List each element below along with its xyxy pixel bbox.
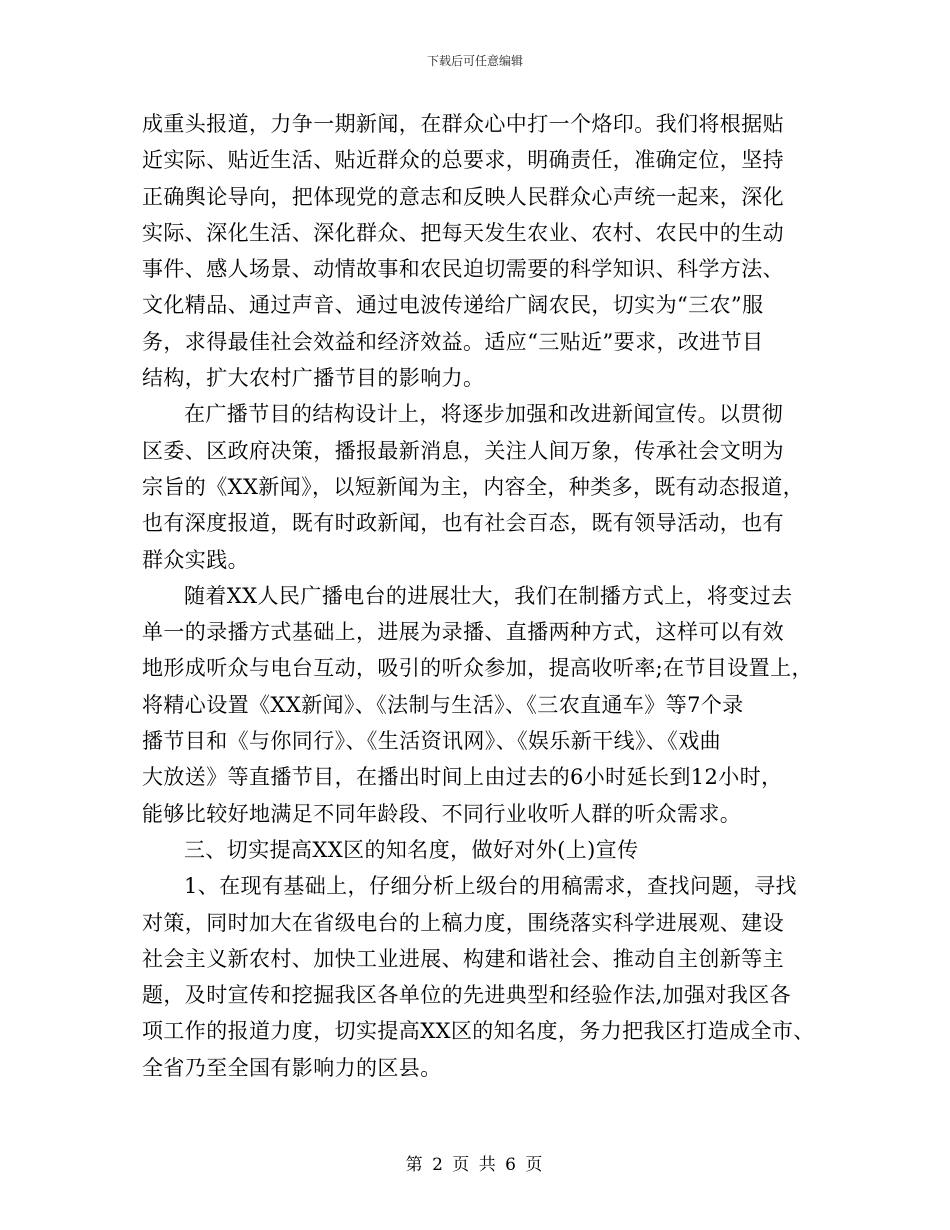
paragraph-first-line: 1、在现有基础上，仔细分析上级台的用稿需求，查找问题，寻找	[184, 874, 797, 899]
text-line: 地形成听众与电台互动，吸引的听众参加，提高收听率;在节目设置上，	[142, 656, 813, 681]
text-line: 事件、感人场景、动情故事和农民迫切需要的科学知识、科学方法、	[142, 257, 784, 282]
text-line: 项工作的报道力度，切实提高XX区的知名度，务力把我区打造成全市、	[142, 1019, 815, 1044]
paragraph-first-line: 随着XX人民广播电台的进展壮大，我们在制播方式上，将变过去	[184, 583, 793, 608]
section-heading: 三、切实提高XX区的知名度，做好对外(上)宣传	[184, 837, 639, 862]
text-line: 群众实践。	[142, 547, 249, 572]
document-body	[142, 106, 815, 1086]
text-line: 区委、区政府决策，播报最新消息，关注人间万象，传承社会文明为	[142, 438, 784, 463]
text-line: 单一的录播方式基础上，进展为录播、直播两种方式，这样可以有效	[142, 620, 784, 645]
text-line: 题，及时宣传和挖掘我区各单位的先进典型和经验作法,加强对我区各	[142, 983, 792, 1008]
text-line: 成重头报道，力争一期新闻，在群众心中打一个烙印。我们将根据贴	[142, 112, 784, 136]
text-line: 大放送》等直播节目，在播出时间上由过去的6小时延长到12小时，	[142, 765, 783, 790]
text-line: 实际、深化生活、深化群众、把每天发生农业、农村、农民中的生动	[142, 220, 784, 245]
text-line: 对策，同时加大在省级电台的上稿力度，围绕落实科学进展观、建设	[142, 910, 784, 935]
paragraph-first-line: 在广播节目的结构设计上，将逐步加强和改进新闻宣传。以贯彻	[184, 402, 784, 427]
text-line: 播节目和《与你同行》、《生活资讯网》、《娱乐新干线》、《戏曲	[142, 729, 721, 754]
text-line: 近实际、贴近生活、贴近群众的总要求，明确责任，准确定位，坚持	[142, 148, 784, 173]
text-line: 社会主义新农村、加快工业进展、构建和谐社会、推动自主创新等主	[142, 946, 784, 971]
page-header: 下载后可任意编辑	[426, 54, 523, 68]
text-line: 结构，扩大农村广播节目的影响力。	[142, 366, 485, 391]
page-number-footer: 第 2 页 共 6 页	[405, 1155, 545, 1175]
text-line: 能够比较好地满足不同年龄段、不同行业收听人群的听众需求。	[142, 801, 742, 826]
text-line: 正确舆论导向，把体现党的意志和反映人民群众心声统一起来，深化	[142, 184, 784, 209]
text-line: 将精心设置《XX新闻》、《法制与生活》、《三农直通车》等7个录	[142, 692, 744, 717]
text-line: 全省乃至全国有影响力的区县。	[142, 1055, 442, 1080]
text-line: 文化精品、通过声音、通过电波传递给广阔农民，切实为“三农”服	[142, 293, 764, 318]
text-line: 也有深度报道，既有时政新闻，也有社会百态，既有领导活动，也有	[142, 511, 784, 536]
text-line: 务，求得最佳社会效益和经济效益。适应“三贴近”要求，改进节目	[142, 329, 764, 354]
text-line: 宗旨的《XX新闻》，以短新闻为主，内容全，种类多，既有动态报道，	[142, 474, 805, 499]
